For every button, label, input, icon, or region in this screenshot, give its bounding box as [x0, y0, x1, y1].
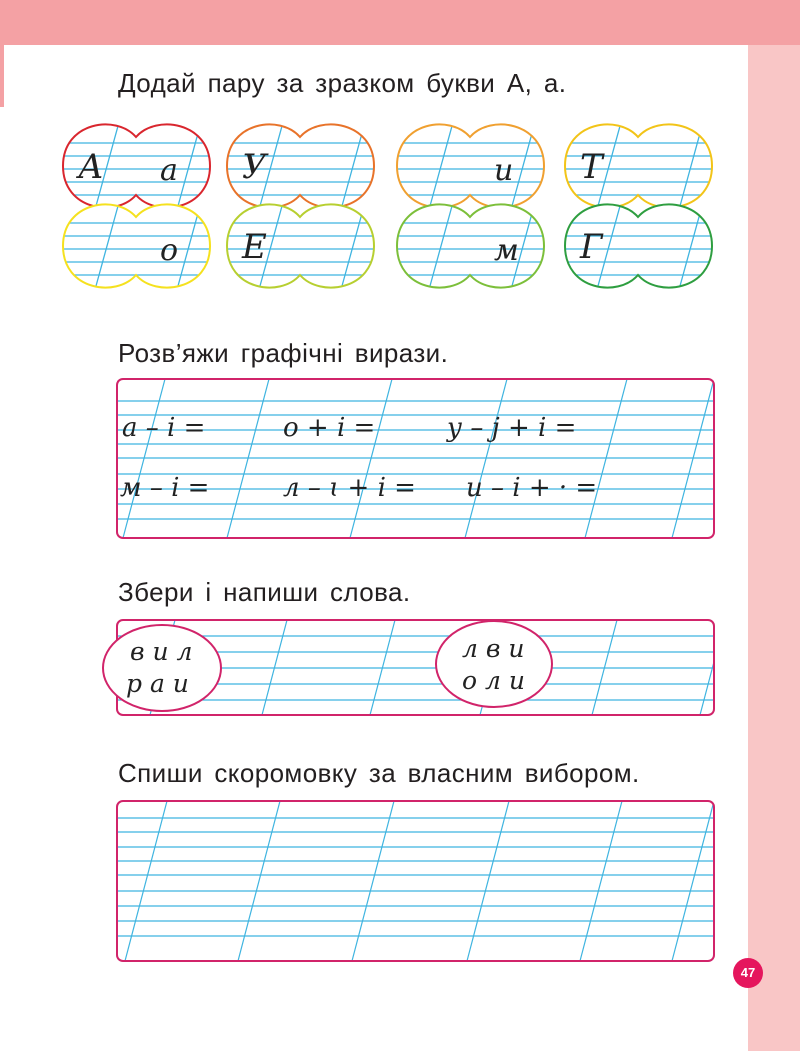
letter-pair-cell — [222, 124, 382, 207]
letter-pair-cell — [58, 124, 218, 207]
letter-pair-cell — [560, 124, 720, 207]
expression-2-2: л – ɩ + і = — [283, 473, 416, 503]
task-heading-expressions: Розв’яжи графічні вирази. — [118, 338, 449, 368]
expression-2-3: и – і + · = — [466, 473, 598, 503]
word-group-2-line-2: о л и — [462, 666, 525, 695]
expression-1-1: а – і = — [122, 413, 206, 443]
pair-left-letter: А — [78, 147, 104, 187]
expression-1-2: о + і = — [283, 413, 376, 443]
letter-pair-grid — [58, 124, 720, 287]
word-group-1-line-1: в и л — [130, 637, 193, 666]
letter-pair-cell — [392, 124, 552, 207]
pair-left-letter: Г — [580, 227, 603, 267]
pair-left-letter: Т — [580, 147, 603, 187]
tongue-twister-box — [117, 801, 714, 961]
task-heading-tongue-twister: Спиши скоромовку за власним вибором. — [118, 758, 640, 788]
letter-pair-cell — [560, 204, 720, 287]
letter-pair-cell — [58, 204, 218, 287]
expression-1-3: у – ј + і = — [447, 413, 577, 443]
task-heading-pairs: Додай пару за зразком букви А, а. — [118, 68, 567, 98]
expression-2-1: м – і = — [120, 473, 210, 503]
pair-right-letter: и — [494, 153, 514, 188]
pair-right-letter: о — [160, 233, 179, 268]
letter-pair-cell — [222, 204, 382, 287]
task-heading-words: Збери і напиши слова. — [118, 577, 411, 607]
pair-left-letter: У — [242, 147, 267, 187]
pair-left-letter: Е — [242, 227, 267, 267]
page-number-badge: 47 — [733, 958, 763, 988]
letter-pair-cell — [392, 204, 552, 287]
pair-right-letter: а — [160, 153, 178, 188]
word-group-1-line-2: р а и — [126, 669, 189, 698]
word-group-2-line-1: л в и — [462, 634, 525, 663]
words-box — [103, 620, 725, 715]
expressions-box — [117, 379, 714, 538]
pair-right-letter: м — [494, 233, 519, 268]
